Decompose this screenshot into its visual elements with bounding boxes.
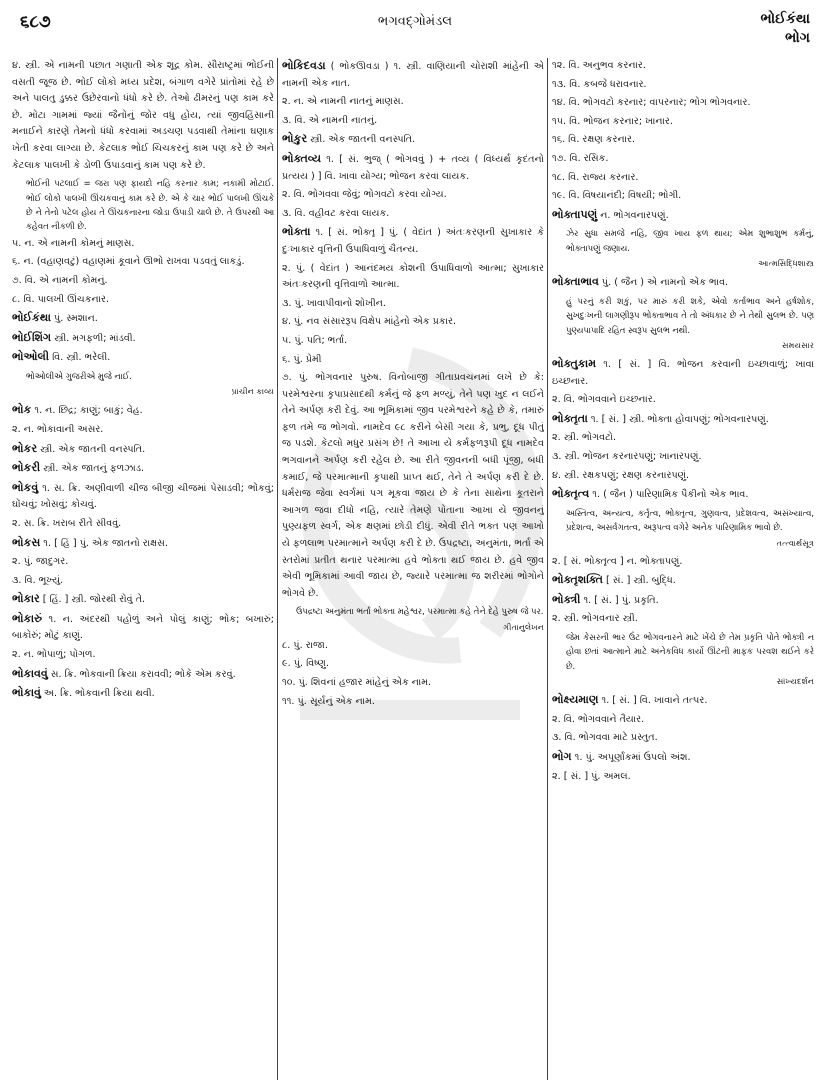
citation-source: તત્ત્વાર્થસૂત્ર	[776, 537, 814, 548]
dictionary-entry	[282, 675, 544, 692]
dictionary-entry	[12, 666, 274, 684]
definition: ૧. સ. ક્રિ. અણીવાળી ચીજ બીજી ચીજમાં પેસાડવી; ભોંકવું; ઘોંચવું; ખોસવું; કોચવું.	[12, 482, 274, 511]
headword: ભોક્ત્રી	[552, 592, 581, 606]
dictionary-entry	[552, 730, 814, 747]
dictionary-entry	[12, 236, 274, 253]
dictionary-entry	[12, 460, 274, 478]
dictionary-entry	[552, 430, 814, 447]
definition: ૧૯. વિ. વિષયાનંદી; વિષયી; ભોગી.	[552, 190, 682, 202]
column-3	[552, 58, 814, 1084]
definition: ૮. પું. રાજા.	[282, 639, 328, 651]
definition: વિ. સ્ત્રી. ભરેલી.	[49, 352, 111, 364]
dictionary-entry	[552, 132, 814, 149]
dictionary-entry	[12, 330, 274, 348]
dictionary-entry	[552, 58, 814, 75]
definition: ૨. પું. જાદુગર.	[12, 556, 69, 568]
headword: ભોકર	[12, 441, 38, 455]
quotation: હું પરનું કરી શકું, પર મારું કરી શકે, એવો કર્તાભાવ અને હર્ષશોક, સુખદુઃખની લાગણીરૂપ ભોક્તાભાવ તે તો અંધકાર છે ને તેથી સુલભ છે. પણ પુણ્યપાપાદિ રહિત સ્વરૂપ સુલભ નથી.	[566, 295, 814, 335]
dictionary-entry	[282, 206, 544, 223]
headword: ભોગ	[552, 749, 572, 763]
definition: ૭. પું. ભોગવનાર પુરુષ. વિનોબાજી ગીતાપ્રવચનમાં લખે છે કે: પરમેશ્વરના કૃપાપ્રસાદથી કર્મનું જે ફળ મળ્યું, તેને પણ ખુદ ન લઈને તેને અર્પણ કરી દેવું. આ ભૂમિકામાં જીવ પરમેશ્વરને કહે છે કે, તમારું ફળ તમે જ ભોગવો. નામદેવ ૯૮ કરીને બેસી ગયા કે, પ્રભુ, દૂધ પીતું જ પડશે. કેટલો મધુર પ્રસંગ છે! તે આખા યે કર્મફળરૂપી દૂધ નામદેવ ભગવાનને અર્પણ કરી રહેલ છે. આ રીતે જીવનની બધી પૂંજી, બધી કમાઈ, જે પરમાત્માની કૃપાથી પ્રાપ્ત થઈ, તેને તે અર્પણ કરી દે છે. ધર્મરાજ જેવા સ્વર્ગમાં પગ મૂકવા જાય છે કે તેના સાથેના કૂતરાને આગળ જવા દીધો નહિ, ત્યારે તેમણે પોતાના આખા યે જીવનનું પુણ્યફળ સ્વર્ગ, એક ક્ષણમાં છોડી દીધું. એવી રીતે ભક્ત પણ આખો યે ફળલાભ પરમાત્માને અર્પણ કરી દે છે. ઉપદ્રષ્ટા, અનુમંતા, ભર્તા એ સ્તરોમાં પ્રતીત થનાર પરમાત્મા હવે ભોક્તા થઈ જાય છે. હવે જીવ એવી ભૂમિકામાં આવી જાય છે, જ્યારે પરમાત્મા જ શરીરમાં ભોગોને ભોગવે છે.	[282, 372, 544, 599]
definition: પું. સ્મશાન.	[50, 313, 98, 325]
definition: સ્ત્રી. એક જાતનું ફળઝાડ.	[40, 463, 145, 475]
definition: ૨. પું. ( વેદાંત ) આનંદમય કોશની ઉપાધિવાળો આત્મા; સુખાકાર અંતઃકરણની વૃત્તિવાળો આત્મા.	[282, 262, 544, 291]
definition: ૧૫. વિ. ભોજન કરનાર; ખાનાર.	[552, 115, 673, 127]
headword: ભોક્તાપણું	[552, 207, 598, 221]
dictionary-entry	[552, 769, 814, 786]
definition: ન. ભોગવનારપણું.	[597, 209, 669, 221]
dictionary-entry	[12, 516, 274, 533]
definition: ૨. વિ. ભોગવવા જેવું; ભોગવટો કરવા યોગ્ય.	[282, 189, 447, 201]
dictionary-entry	[552, 554, 814, 571]
definition: [ સં. ] સ્ત્રી. બુદ્ધિ.	[602, 575, 676, 587]
headword: ભોક્તાભાવ	[552, 275, 599, 289]
definition: ૮. વિ. પાલખી ઊંચકનાર.	[12, 293, 110, 305]
headword: ભોક્તા	[282, 225, 311, 239]
dictionary-entry	[282, 113, 544, 130]
citation-source: ગીતાનુલેખન	[503, 621, 544, 632]
definition: ૧૭. વિ. રસિક.	[552, 152, 609, 164]
headword: ભોકુર	[282, 132, 308, 146]
headword: ભોકરી	[12, 461, 41, 475]
dictionary-entry	[552, 188, 814, 205]
dictionary-entry	[12, 685, 274, 703]
dictionary-entry	[552, 712, 814, 729]
definition: [ હિં. ] સ્ત્રી. જોરથી રોવું તે.	[39, 594, 146, 606]
dictionary-entry	[12, 441, 274, 459]
dictionary-entry	[552, 207, 814, 225]
definition: ૩. પું. ખાવાપીવાનો શોખીન.	[282, 297, 386, 309]
dictionary-entry	[552, 592, 814, 610]
definition: ૧૨. વિ. અનુભવ કરનાર.	[552, 60, 646, 71]
definition: ૩. વિ. ભૂખ્યું.	[12, 574, 64, 586]
definition: ૬. પું. પ્રેમી	[282, 353, 322, 365]
running-title: ભગવદ્ગોમંડલ	[377, 14, 453, 29]
definition: ૨. ન. ભોપાળું; પોગળ.	[12, 649, 96, 661]
dictionary-entry	[12, 591, 274, 609]
definition: સ્ત્રી. એક જાતની વનસ્પતિ.	[307, 134, 416, 146]
headword: ભોઈશિંગ	[12, 330, 52, 344]
dictionary-entry	[552, 95, 814, 112]
headword: ભોક્તવ્ય	[282, 151, 322, 165]
dictionary-entry	[282, 94, 544, 111]
column-rule	[277, 58, 278, 1080]
definition: સ્ત્રી. મગફળી; માંડવી.	[51, 332, 136, 344]
dictionary-entry	[282, 58, 544, 92]
dictionary-entry	[12, 310, 274, 328]
headword: ભોકવું	[12, 480, 39, 494]
definition: ૧૬. વિ. રક્ષણ કરનાર.	[552, 134, 635, 146]
definition: ૩. વિ. એ નામની નાતનું.	[282, 114, 378, 126]
dictionary-entry	[282, 261, 544, 294]
dictionary-entry	[282, 187, 544, 204]
dictionary-entry	[552, 611, 814, 628]
dictionary-entry	[12, 292, 274, 309]
definition: ૭. વિ. એ નામની કોમનું.	[12, 274, 108, 286]
definition: ૧૪. વિ. ભોગવટો કરનાર; વાપરનાર; ભોગ ભોગવનાર.	[552, 97, 751, 109]
dictionary-entry	[12, 535, 274, 553]
definition: સ્ત્રી. એક જાતની વનસ્પતિ.	[37, 443, 146, 455]
dictionary-entry	[552, 170, 814, 187]
dictionary-entry	[282, 314, 544, 331]
definition: ૧. ન. અંદરથી પહોળું અને પોલું કાણું; ભોક; બખારું; બાકોરું; મોટું કાણું.	[12, 613, 274, 642]
quotation: ભોઈની પટલાઈ = જરા પણ ફાયદો નહિ કરનાર કામ; નકામી મોટાઈ. ભોઈ લોકો પાલખી ઊંચકવાનું કામ કરે છે. એ કે ચાર ભોઈ પાલખી ઊંચકે છે ને તેનો પટેલ હોય તે ઊંચકનારના જોડા ઉપાડી ચાલે છે. તે ઉપરથી આ કહેવત નીકળી છે.	[26, 178, 274, 232]
dictionary-entry	[12, 611, 274, 645]
definition: ૪. સ્ત્રી. રક્ષકપણું; રક્ષણ કરનારપણું.	[552, 469, 690, 481]
headword: ભોકાવવું	[12, 666, 48, 680]
dictionary-entry	[12, 402, 274, 420]
headword: ભોકસ	[12, 535, 41, 549]
definition: ૨. વિ. ભોગવવાને ઇચ્છનાર.	[552, 394, 656, 406]
headword: ભોક્તૃત્વ	[552, 487, 590, 501]
dictionary-entry	[282, 224, 544, 258]
citation-source: પ્રાચીન કાવ્ય	[231, 386, 274, 397]
headword: ભોક્તૃશક્તિ	[552, 573, 603, 587]
dictionary-entry	[552, 468, 814, 485]
dictionary-entry	[282, 656, 544, 673]
definition: ૨. ન. ભોકાવાની અસર.	[12, 423, 104, 435]
definition: ૧. [ સં. ] વિ. ખાવાને તત્પર.	[598, 695, 708, 707]
dictionary-entry	[12, 254, 274, 271]
headword: ભોક્તૃતા	[552, 411, 588, 425]
dictionary-entry	[282, 694, 544, 711]
definition: ૨. સ્ત્રી. ભોગવટો.	[552, 432, 617, 444]
headword: ભોઈકંથા	[12, 311, 51, 325]
dictionary-entry	[12, 58, 274, 174]
dictionary-entry	[12, 273, 274, 290]
dictionary-entry	[282, 296, 544, 313]
column-rule	[547, 58, 548, 1080]
definition: ૫. ન. એ નામની કોમનું માણસ.	[12, 237, 135, 249]
headword: ભોકિદવડા	[282, 59, 326, 72]
quotation: અસ્તિત્વ, અન્યત્વ, કર્તૃત્વ, ભોક્તૃત્વ, ગુણવત્વ, પ્રદેશવત્વ, અસંખ્યાત્વ, પ્રદેશત્વ, અસર્વગતત્વ, અરૂપત્વ વગેરે અનેક પારિણામિક ભાવો છે.	[566, 507, 814, 533]
dictionary-entry	[282, 131, 544, 149]
dictionary-entry	[552, 692, 814, 710]
quotation: ઉપદ્રષ્ટા અનુમંતા ભર્તા ભોક્તા મહેશ્વર, પરમાત્મા કહે તેને દેહે પુરુષ જે પર.	[296, 606, 544, 617]
dictionary-entry	[552, 572, 814, 590]
definition: ૩. સ્ત્રી. ભોજન કરનારપણું; ખાનારપણું.	[552, 450, 702, 462]
dictionary-entry	[552, 356, 814, 390]
definition: ૧. ( જૈન ) પારિણામિક પૈકીનો એક ભાવ.	[589, 489, 749, 501]
definition: પું. ( જૈન ) એ નામનો એક ભાવ.	[598, 277, 729, 289]
definition: ૨. સ્ત્રી. ભોગવનાર સ્ત્રી.	[552, 613, 638, 625]
headword: ભોકાવું	[12, 686, 41, 700]
dictionary-entry	[552, 274, 814, 292]
dictionary-entry	[552, 411, 814, 429]
dictionary-entry	[12, 573, 274, 590]
dictionary-entry	[12, 422, 274, 439]
definition: ૧. [ હિં ] પું. એક જાતનો રાક્ષસ.	[40, 537, 168, 549]
definition: ૧. [ સં. ભોક્તૃ ] પું. ( વેદાંત ) અંતઃકરણની સુખાકાર કે દુઃખાકાર વૃત્તિની ઉપાધિવાળું ચૈતન્ય.	[282, 227, 544, 255]
definition: ૧૮. વિ. રાજ્ય કરનાર.	[552, 171, 639, 183]
dictionary-entry	[552, 449, 814, 466]
page-header	[20, 8, 810, 54]
definition: ૫. પું. પતિ; ભર્તા.	[282, 334, 348, 346]
definition: ૨. ન. એ નામની નાતનું માણસ.	[282, 96, 404, 108]
dictionary-entry	[282, 333, 544, 350]
guide-words	[760, 10, 810, 48]
definition: ૧. [ સં. ] પું. પ્રકૃતિ.	[580, 594, 659, 606]
definition: ૨. [ સં. ] પું. અમલ.	[552, 770, 631, 782]
quotation: ભોઓલીએ ગુજરીએ મુજે નાઈ.	[26, 370, 132, 381]
guide-word-first: ભોઈકંથા	[760, 11, 810, 27]
definition: ૧. [ સં. ભુજ્ ( ભોગવવું ) + તવ્ય ( વિધ્યર્થ કૃદંતનો પ્રત્યય ) ] વિ. ખાવા યોગ્ય; ભોજન કરવા લાયક.	[282, 153, 544, 182]
headword: ભોક્તુકામ	[552, 356, 596, 370]
definition: ( ભોકઊવડા ) ૧. સ્ત્રી. વાણિયાની ચોરાશી માંહેની એ નામની એક નાત.	[282, 61, 544, 89]
dictionary-entry	[12, 554, 274, 571]
definition: ૪. સ્ત્રી. એ નામની પછાત ગણાતી એક શૂદ્ર કોમ. સૌરાષ્ટ્રમાં ભોઈની વસતી જૂજ છે. ભોઈ લોકો મધ્ય પ્રદેશ, બંગાળ વગેરે પ્રાંતોમાં રહે છે અને પાલતુ ડુક્કર ઉછેરવાનો ધંધો કરે છે. તેઓ ઢીમરનું પણ કામ કરે છે. મોટા ગામમાં જ્યાં જૈનોનું જોર વધુ હોય, ત્યાં જીવહિંસાની મનાઈને કારણે તેમનો ધંધો કરવામાં અડચણ પડવાથી તેમાંના ઘણાક ખેતી કરવા લાગ્યા છે. કેટલાક ભોઈ ચિચકરનું કામ પણ કરે છે અને કેટલાક પાલખી કે ડોળી ઉપાડવાનું કામ પણ કરે છે.	[12, 60, 274, 171]
definition: અ. ક્રિ. ભોકવાની ક્રિયા થવી.	[40, 688, 155, 700]
definition: સ. ક્રિ. ભોકવાની ક્રિયા કરાવવી; ભોકે એમ કરવું.	[47, 668, 236, 680]
headword: ભોકારું	[12, 611, 43, 625]
dictionary-entry	[282, 370, 544, 602]
definition: ૨. સ. ક્રિ. ખરાબ રીતે સીવવું.	[12, 517, 122, 529]
definition: ૧૩. વિ. કબજે ધરાવનાર.	[552, 78, 647, 90]
citation-source: સમયસાર	[782, 339, 814, 350]
definition: ૧. [ સં. ] સ્ત્રી. ભોક્તા હોવાપણું; ભોગવનારપણું.	[587, 413, 769, 425]
dictionary-entry	[552, 114, 814, 131]
page-number: ૬૮૭	[20, 12, 51, 32]
definition: ૨. [ સં. ભોક્તૃત્વ ] ન. ભોક્તાપણું.	[552, 555, 683, 567]
definition: ૩. વિ. ભોગવવા માટે પ્રસ્તુત.	[552, 732, 658, 744]
dictionary-entry	[12, 480, 274, 514]
dictionary-entry	[552, 151, 814, 168]
column-1	[12, 58, 274, 1084]
citation-source: આત્મસિદ્ધિશાસ્ત્ર	[758, 258, 814, 269]
headword: ભોક્ષ્યમાણ	[552, 693, 599, 707]
definition: ૪. પું. નવ સંસારરૂપ વિક્ષેપ માંહેનો એક પ્રકાર.	[282, 316, 457, 328]
dictionary-entry	[12, 349, 274, 367]
dictionary-entry	[282, 352, 544, 369]
definition: ૧૦. પું. શિવનાં હજાર માંહેનું એક નામ.	[282, 677, 432, 688]
definition: ૬. ન. (વહાણવટું) વહાણમાં કૂવાને ઊભો રાખવા પડવતું લાકડું.	[12, 256, 245, 268]
definition: ૯. પું. વિષ્ણુ.	[282, 658, 329, 670]
headword: ભોઓલી	[12, 350, 50, 364]
guide-word-last: ભોગ	[785, 30, 810, 46]
headword: ભોકાર	[12, 592, 40, 606]
dictionary-entry	[12, 647, 274, 664]
dictionary-entry	[552, 77, 814, 94]
quotation: ઝેર સુધા સમજે નહિ, જીવ ખાય ફળ થાય; એમ શુભાશુભ કર્મનું, ભોક્તાપણું જણાય.	[566, 228, 814, 253]
definition: ૩. વિ. વહીવટ કરવા લાયક.	[282, 207, 390, 219]
headword: ભોક	[12, 403, 32, 417]
column-2	[282, 58, 544, 1084]
dictionary-entry	[282, 638, 544, 655]
dictionary-entry	[552, 486, 814, 504]
dictionary-entry	[552, 392, 814, 409]
dictionary-entry	[552, 749, 814, 767]
definition: ૧. ન. છિદ્ર; કાણું; બાકું; વેહ.	[31, 405, 143, 417]
definition: ૧. પું. અપૂર્ણાંકમાં ઉપલો અંશ.	[571, 751, 691, 763]
definition: ૧. [ સં. ] વિ. ભોજન કરવાની ઇચ્છાવાળું; ખાવા ઇચ્છનાર.	[552, 358, 814, 387]
dictionary-entry	[282, 151, 544, 185]
definition: ૧૧. પું. સૂર્યનું એક નામ.	[282, 695, 375, 707]
citation-source: સાંખ્યદર્શન	[776, 676, 814, 687]
quotation: જેમ કેસરની ભાર ઉંટ ભોગવનારને માટે ખેંચે છે તેમ પ્રકૃતિ પોતે ભોક્ત્રી ન હોવા છતાં આત્માને માટે અનેકવિધ કાર્યો ઊંટની માફક પરવશ થઈને કરે છે.	[566, 631, 814, 671]
definition: ૨. વિ. ભોગવવાને તૈયાર.	[552, 713, 645, 725]
